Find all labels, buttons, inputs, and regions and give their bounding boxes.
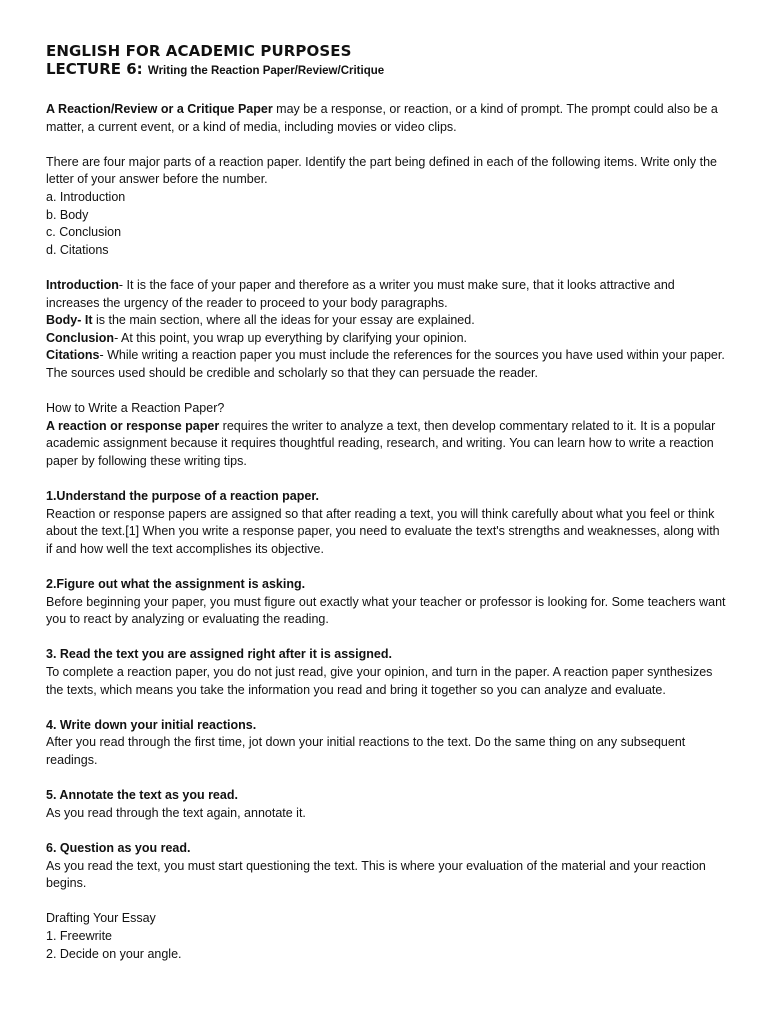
tip-title: 6. Question as you read. bbox=[46, 840, 191, 855]
document-page bbox=[46, 42, 726, 963]
lecture-heading bbox=[46, 60, 726, 81]
drafting-step: 2. Decide on your angle. bbox=[46, 946, 182, 961]
drafting-step: 1. Freewrite bbox=[46, 928, 112, 943]
howto-heading: How to Write a Reaction Paper? bbox=[46, 401, 225, 416]
part-option-b: b. Body bbox=[46, 207, 89, 222]
definition-text: is the main section, where all the ideas for your essay are explained. bbox=[92, 313, 475, 328]
tip-body: As you read the text, you must start questioning the text. This is where your evaluation of the material and your reaction begins. bbox=[46, 858, 706, 891]
definition-term: Introduction bbox=[46, 277, 119, 292]
part-option-c: c. Conclusion bbox=[46, 225, 122, 240]
definition-text: - At this point, you wrap up everything by clarifying your opinion. bbox=[114, 330, 468, 345]
definition-citations bbox=[46, 347, 726, 382]
tip-body: Before beginning your paper, you must figure out exactly what your teacher or professor is looking for. Some teachers want you to react by analyzing or evaluating the reading. bbox=[46, 594, 726, 627]
definition-term: Citations bbox=[46, 348, 100, 363]
definition-body bbox=[46, 312, 726, 330]
tip-title: 4. Write down your initial reactions. bbox=[46, 717, 257, 732]
parts-instruction: There are four major parts of a reaction paper. Identify the part being defined in each of the following items. Write only the letter of your answer before the number. bbox=[46, 154, 717, 187]
definition-term: Body- It bbox=[46, 313, 93, 328]
definition-conclusion bbox=[46, 330, 726, 348]
intro-text: may be a response, or reaction, or a kind of prompt. The prompt could also be a matter, a current event, or a kind of media, including movies or video clips. bbox=[46, 102, 718, 134]
part-option-a: a. Introduction bbox=[46, 189, 126, 204]
tip-title: 2.Figure out what the assignment is asking. bbox=[46, 577, 306, 592]
definition-text: - It is the face of your paper and therefore as a writer you must make sure, that it looks attractive and increases the urgency of the reader to proceed to your body paragraphs. bbox=[46, 277, 675, 310]
tip-title: 5. Annotate the text as you read. bbox=[46, 788, 238, 803]
definition-introduction bbox=[46, 277, 726, 312]
part-option-d: d. Citations bbox=[46, 242, 109, 257]
lecture-title: Writing the Reaction Paper/Review/Critique bbox=[147, 65, 385, 77]
definition-text: - While writing a reaction paper you must include the references for the sources you have used within your paper. The sources used should be credible and scholarly so that they can persuade the reader. bbox=[46, 348, 725, 380]
definition-term: Conclusion bbox=[46, 330, 115, 345]
course-title: ENGLISH FOR ACADEMIC PURPOSES bbox=[46, 42, 352, 60]
intro-term: A Reaction/Review or a Critique Paper bbox=[46, 102, 273, 116]
tip-title: 1.Understand the purpose of a reaction paper. bbox=[46, 489, 319, 504]
howto-paragraph bbox=[46, 418, 726, 471]
intro-paragraph bbox=[46, 101, 726, 136]
tip-title: 3. Read the text you are assigned right after it is assigned. bbox=[46, 647, 392, 662]
howto-text: requires the writer to analyze a text, then develop commentary related to it. It is a popular academic assignment because it requires thoughtful reading, research, and writing. You can learn how to write a reaction paper by following these writing tips. bbox=[46, 418, 716, 468]
tip-body: As you read through the text again, annotate it. bbox=[46, 805, 306, 820]
tip-body: To complete a reaction paper, you do not just read, give your opinion, and turn in the paper. A reaction paper synthesizes the texts, which means you take the information you read and bring it together so you can analyze and evaluate. bbox=[46, 665, 713, 697]
lecture-label: LECTURE 6: bbox=[46, 60, 143, 78]
tip-body: Reaction or response papers are assigned so that after reading a text, you will think carefully about what you feel or think about the text.[1] When you write a response paper, you need to evaluate the text's strengths and weaknesses, along with if and how well the text accomplishes its objective. bbox=[46, 506, 720, 556]
tip-body: After you read through the first time, jot down your initial reactions to the text. Do the same thing on any subsequent readings. bbox=[46, 735, 686, 767]
howto-term: A reaction or response paper bbox=[46, 418, 220, 433]
drafting-heading: Drafting Your Essay bbox=[46, 911, 156, 926]
